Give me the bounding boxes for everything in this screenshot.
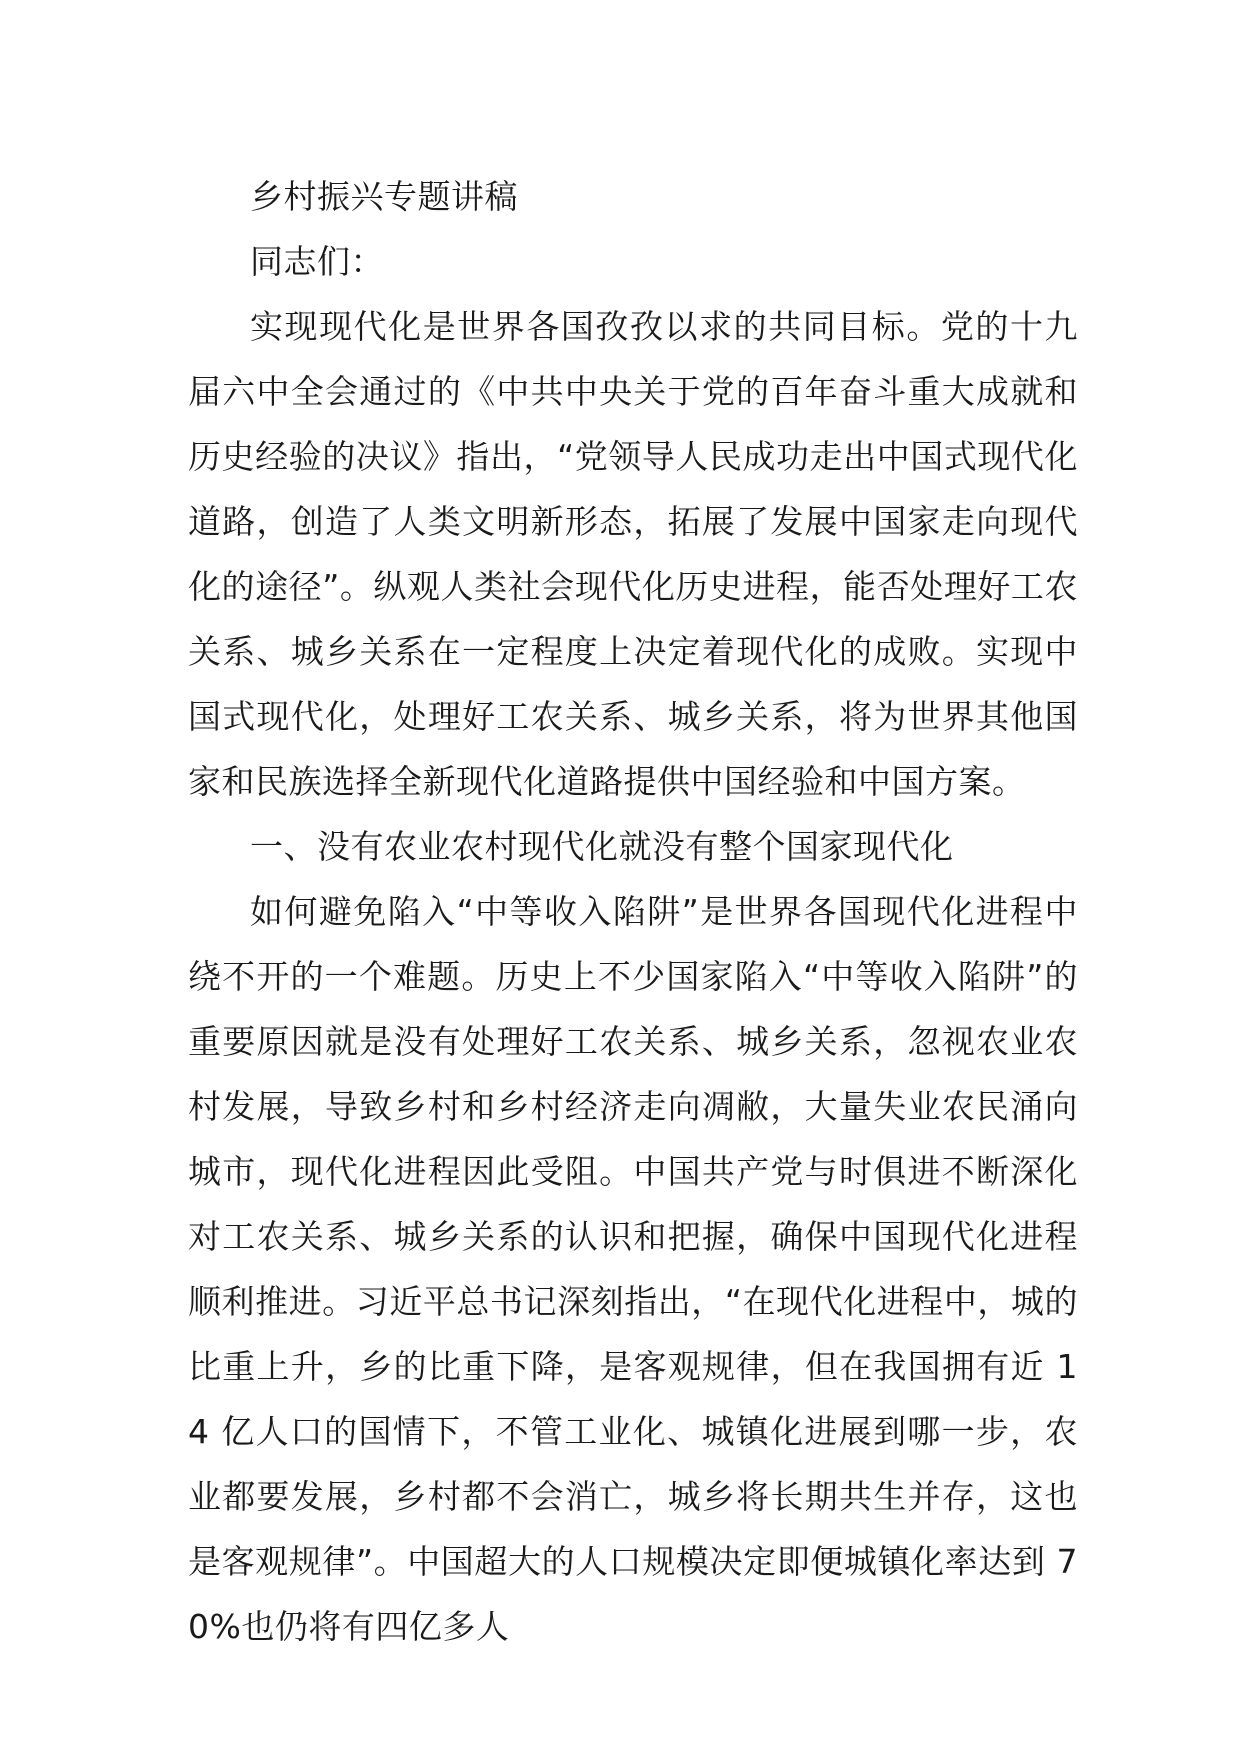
- paragraph-intro: 实现现代化是世界各国孜孜以求的共同目标。党的十九届六中全会通过的《中共中央关于党的百年奋斗重大成就和历史经验的决议》指出，“党领导人民成功走出中国式现代化道路，创造了人类文明新形态，拓展了发展中国家走向现代化的途径”。纵观人类社会现代化历史进程，能否处理好工农关系、城乡关系在一定程度上决定着现代化的成败。实现中国式现代化，处理好工农关系、城乡关系，将为世界其他国家和民族选择全新现代化道路提供中国经验和中国方案。: [188, 307, 1078, 801]
- salutation: 同志们：: [250, 242, 384, 281]
- document-body: [188, 164, 1078, 1659]
- document-title: 乡村振兴专题讲稿: [250, 177, 518, 216]
- section-heading-1: 一、没有农业农村现代化就没有整个国家现代化: [250, 827, 954, 866]
- paragraph-section-1: 如何避免陷入“中等收入陷阱”是世界各国现代化进程中绕不开的一个难题。历史上不少国家陷入“中等收入陷阱”的重要原因就是没有处理好工农关系、城乡关系，忽视农业农村发展，导致乡村和乡村经济走向凋敝，大量失业农民涌向城市，现代化进程因此受阻。中国共产党与时俱进不断深化对工农关系、城乡关系的认识和把握，确保中国现代化进程顺利推进。习近平总书记深刻指出，“在现代化进程中，城的比重上升，乡的比重下降，是客观规律，但在我国拥有近 14 亿人口的国情下，不管工业化、城镇化进展到哪一步，农业都要发展，乡村都不会消亡，城乡将长期共生并存，这也是客观规律”。中国超大的人口规模决定即便城镇化率达到 70%也仍将有四亿多人: [188, 892, 1078, 1646]
